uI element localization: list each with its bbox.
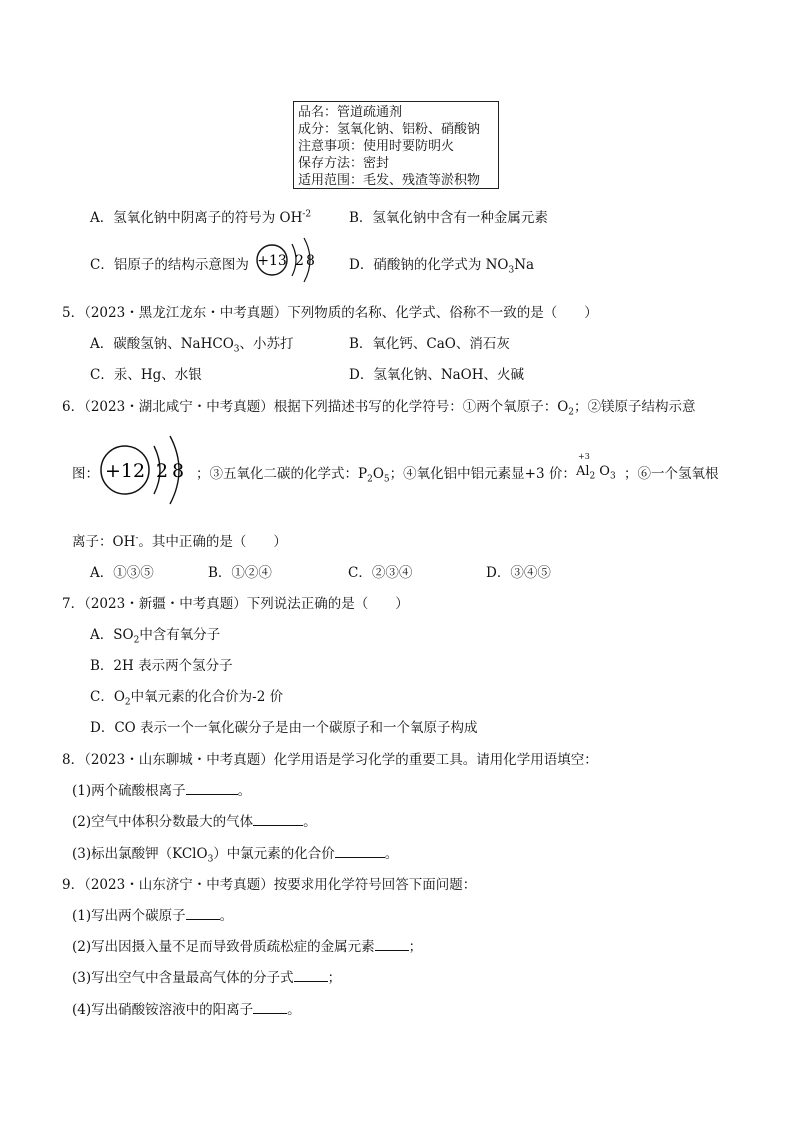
label-line: 注意事项：使用时要防明火	[298, 139, 455, 154]
q6-option-a: A．①③⑤	[90, 565, 154, 581]
shell-2-count: 8	[306, 253, 315, 269]
shell-1-count: 2	[156, 460, 169, 482]
q5-option-d: D．氢氧化钠、NaOH、火碱	[349, 367, 525, 383]
q5-option-c: C．汞、Hg、水银	[90, 367, 202, 383]
q9-item-4: (4)写出硝酸铵溶液中的阳离子 。	[72, 1002, 301, 1018]
q6-part3: ；③五氧化二碳的化学式：$P_2O_5$；④氧化铝中铝元素显+3 价：	[196, 466, 576, 485]
q7-option-d: D．CO 表示一个一氧化碳分子是由一个碳原子和一个氧原子构成	[90, 720, 478, 736]
aluminum-oxide-valence: +3 $Al_2$ $O_3$	[576, 452, 616, 482]
label-line: 保存方法：密封	[298, 156, 390, 171]
answer-blank[interactable]	[253, 1001, 287, 1014]
answer-blank[interactable]	[186, 782, 238, 795]
q8-item-3: (3)标出氯酸钾（KClO$_3$）中氯元素的化合价 。	[72, 846, 399, 865]
q5-stem: 5．（2023・黑龙江龙东・中考真题）下列物质的名称、化学式、俗称不一致的是（ ）	[62, 305, 598, 321]
q4-option-c: C．铝原子的结构示意图为	[90, 257, 249, 273]
shell-1-count: 2	[295, 253, 304, 269]
answer-blank[interactable]	[253, 813, 303, 826]
q6-stem: 6．（2023・湖北咸宁・中考真题）根据下列描述书写的化学符号：①两个氧原子：$O_2$；②镁原子结构示意	[62, 399, 696, 418]
label-line: 适用范围：毛发、残渣等淤积物	[298, 173, 481, 188]
answer-blank[interactable]	[294, 969, 328, 982]
label-line: 成分：氢氧化钠、铝粉、硝酸钠	[298, 122, 481, 137]
q7-option-c: C．$O_2$中氧元素的化合价为-2 价	[90, 689, 284, 708]
q8-stem: 8．（2023・山东聊城・中考真题）化学用语是学习化学的重要工具。请用化学用语填空：	[62, 752, 598, 768]
q7-option-b: B．2H 表示两个氢分子	[90, 658, 233, 674]
q6-line3: 离子：OH-。其中正确的是（ ）	[72, 533, 287, 550]
answer-blank[interactable]	[335, 845, 385, 858]
aluminum-atom-diagram	[252, 232, 324, 288]
q7-stem: 7．（2023・新疆・中考真题）下列说法正确的是（ ）	[62, 596, 409, 612]
answer-blank[interactable]	[375, 938, 409, 951]
q4-option-a: A．氢氧化钠中阴离子的符号为 $OH^{-2}$	[90, 209, 312, 226]
label-line: 品名：管道疏通剂	[298, 105, 403, 120]
magnesium-atom-diagram	[98, 430, 198, 510]
q4-option-b: B．氢氧化钠中含有一种金属元素	[349, 210, 548, 226]
q8-item-1: (1)两个硫酸根离子 。	[72, 783, 252, 799]
q9-item-3: (3)写出空气中含量最高气体的分子式 ；	[72, 970, 342, 986]
valence-mark: +3	[578, 452, 590, 461]
q6-option-d: D．③④⑤	[486, 565, 551, 581]
q9-item-2: (2)写出因摄入量不足而导致骨质疏松症的金属元素 ；	[72, 939, 423, 955]
answer-blank[interactable]	[186, 907, 220, 920]
q9-stem: 9．（2023・山东济宁・中考真题）按要求用化学符号回答下面问题：	[62, 877, 477, 893]
q9-item-1: (1)写出两个碳原子 。	[72, 908, 234, 924]
q4-option-d: D．硝酸钠的化学式为 $NO_3Na$	[349, 257, 535, 276]
nucleus-charge: +13	[257, 253, 287, 269]
q6-option-c: C．②③④	[348, 565, 413, 581]
q6-line2-start: 图：	[72, 466, 99, 482]
q5-option-a: A．碳酸氢钠、NaHCO$_3$、小苏打	[90, 336, 294, 355]
q5-option-b: B．氧化钙、CaO、消石灰	[349, 336, 510, 352]
nucleus-charge: +12	[104, 460, 146, 482]
q8-item-2: (2)空气中体积分数最大的气体 。	[72, 814, 317, 830]
shell-2-count: 8	[172, 460, 185, 482]
q6-part6: ；⑥一个氢氧根	[624, 466, 719, 482]
product-label-box	[293, 101, 499, 189]
q7-option-a: A．$SO_2$中含有氧分子	[90, 627, 221, 646]
q6-option-b: B．①②④	[208, 565, 272, 581]
